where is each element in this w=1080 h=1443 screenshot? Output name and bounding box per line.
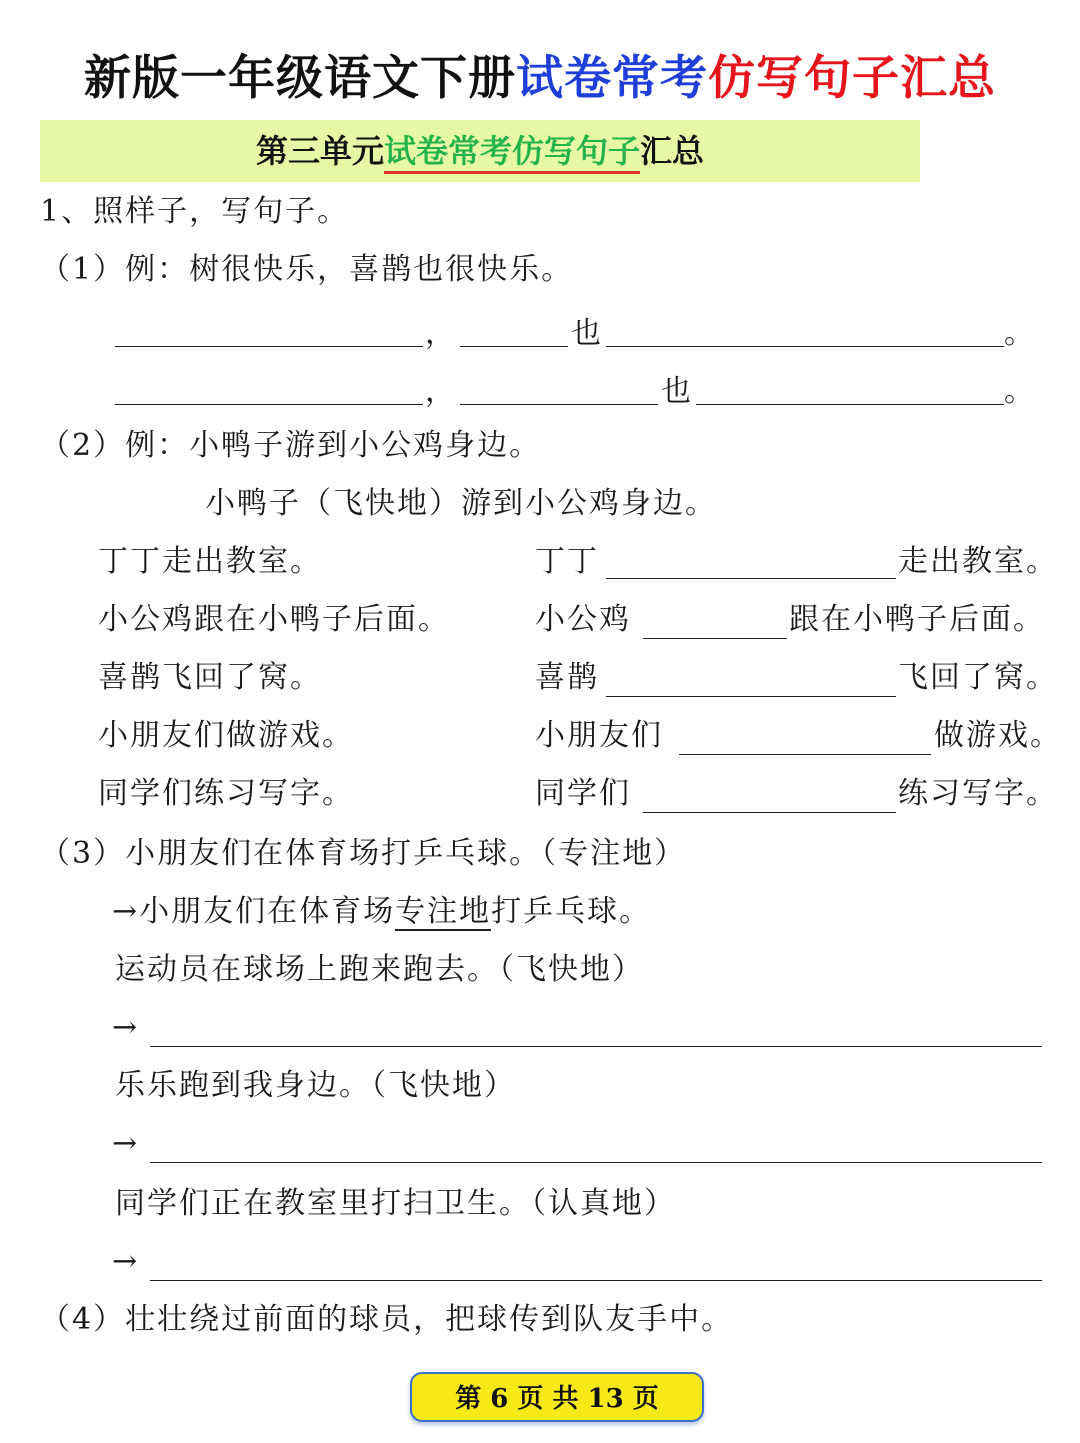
banner-suffix: 汇总 xyxy=(640,132,705,170)
unit-banner xyxy=(40,120,920,182)
sentence-suffix: 跟在小鸭子后面。 xyxy=(789,602,1045,637)
period: 。 xyxy=(1004,316,1036,351)
arrow-icon: → xyxy=(112,1126,140,1161)
title-part-black: 新版一年级语文下册 xyxy=(84,51,516,106)
part1-example: （1）例：树很快乐，喜鹊也很快乐。 xyxy=(40,252,574,287)
comma: ， xyxy=(425,374,457,409)
sentence-suffix: 走出教室。 xyxy=(898,544,1058,579)
answer-blank[interactable] xyxy=(150,1046,1042,1047)
answer-blank[interactable] xyxy=(460,346,568,347)
answer-blank[interactable] xyxy=(606,346,1004,347)
title-part-red: 仿写句子汇总 xyxy=(708,51,996,106)
answer-blank[interactable] xyxy=(150,1162,1042,1163)
sentence-prefix: 喜鹊 xyxy=(535,660,599,695)
sentence-prefix: 小朋友们 xyxy=(535,718,663,753)
answer-blank[interactable] xyxy=(115,346,423,347)
answer-blank[interactable] xyxy=(643,812,896,813)
sentence-original: 喜鹊飞回了窝。 xyxy=(98,660,322,695)
answer-blank[interactable] xyxy=(679,754,931,755)
sentence-prefix: 丁丁 xyxy=(535,544,599,579)
answer-blank[interactable] xyxy=(606,696,896,697)
example-end: 打乒乓球。 xyxy=(491,894,652,929)
page-title xyxy=(0,44,1080,114)
answer-blank[interactable] xyxy=(460,404,658,405)
rewrite-sentence: 乐乐跑到我身边。（飞快地） xyxy=(115,1068,516,1103)
comma: ， xyxy=(425,316,457,351)
answer-blank[interactable] xyxy=(606,578,896,579)
period: 。 xyxy=(1004,374,1036,409)
part3-question: （3）小朋友们在体育场打乒乓球。（专注地） xyxy=(40,836,687,871)
banner-highlight: 试卷常考仿写句子 xyxy=(384,132,640,174)
sentence-prefix: 小公鸡 xyxy=(535,602,631,637)
example-start: →小朋友们在体育场 xyxy=(112,894,396,929)
sentence-original: 丁丁走出教室。 xyxy=(98,544,322,579)
part4-question: （4）壮壮绕过前面的球员，把球传到队友手中。 xyxy=(40,1302,734,1337)
title-part-blue: 试卷常考 xyxy=(516,51,708,106)
banner-unit: 第三单元 xyxy=(255,132,384,170)
ye-char: 也 xyxy=(661,374,693,409)
answer-blank[interactable] xyxy=(115,404,423,405)
arrow-icon: → xyxy=(112,1010,140,1045)
question-heading: 1、照样子，写句子。 xyxy=(40,194,350,229)
answer-blank[interactable] xyxy=(150,1280,1042,1281)
ye-char: 也 xyxy=(571,316,603,351)
part2-example-answer: 小鸭子（飞快地）游到小公鸡身边。 xyxy=(205,486,717,521)
rewrite-sentence: 运动员在球场上跑来跑去。（飞快地） xyxy=(115,952,644,987)
part3-example xyxy=(112,890,651,934)
page-indicator: 第 6 页 共 13 页 xyxy=(410,1372,704,1422)
sentence-original: 小朋友们做游戏。 xyxy=(98,718,354,753)
sentence-suffix: 做游戏。 xyxy=(934,718,1062,753)
sentence-prefix: 同学们 xyxy=(535,776,631,811)
example-underlined: 专注地 xyxy=(395,894,492,929)
sentence-suffix: 飞回了窝。 xyxy=(898,660,1058,695)
sentence-original: 同学们练习写字。 xyxy=(98,776,354,811)
answer-blank[interactable] xyxy=(643,638,787,639)
part2-example: （2）例：小鸭子游到小公鸡身边。 xyxy=(40,428,542,463)
sentence-original: 小公鸡跟在小鸭子后面。 xyxy=(98,602,450,637)
rewrite-sentence: 同学们正在教室里打扫卫生。（认真地） xyxy=(115,1186,676,1221)
arrow-icon: → xyxy=(112,1244,140,1279)
sentence-suffix: 练习写字。 xyxy=(898,776,1058,811)
answer-blank[interactable] xyxy=(696,404,1004,405)
